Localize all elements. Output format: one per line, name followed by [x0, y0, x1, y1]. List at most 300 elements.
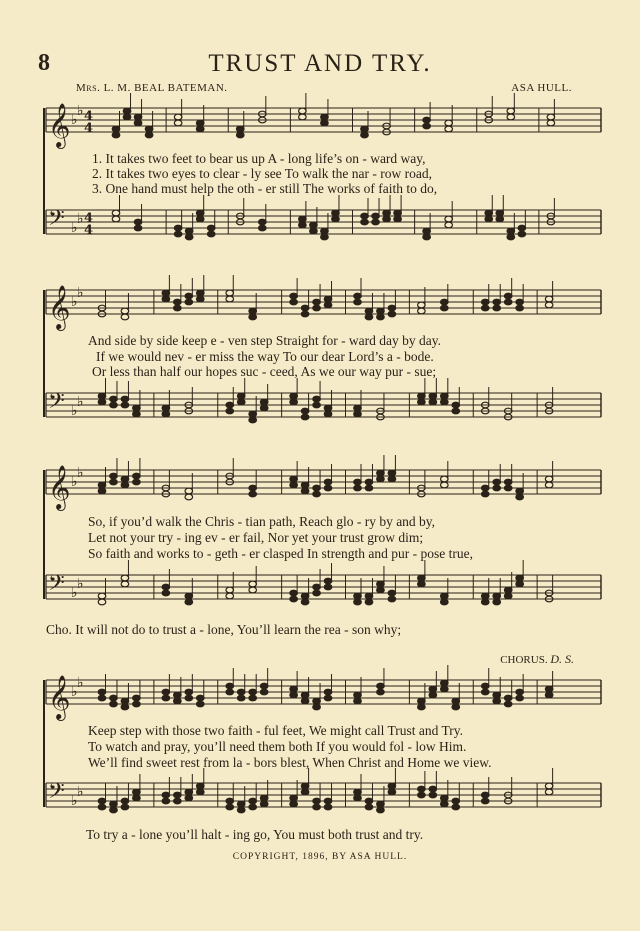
note-head [133, 473, 141, 479]
note-head [98, 593, 106, 599]
note-head [162, 695, 170, 701]
note-head [226, 290, 234, 296]
note-head [504, 293, 512, 299]
note-head [547, 114, 555, 120]
lyric-line: So faith and works to - geth - er clasped In strength and pur - pose true, [88, 546, 474, 561]
note-head [301, 414, 309, 420]
flat-icon: ♭ [71, 294, 78, 310]
note-head [504, 299, 512, 305]
note-head [98, 804, 106, 810]
note-head [121, 698, 129, 704]
note-head [98, 488, 106, 494]
note-head [98, 599, 106, 605]
note-head [249, 581, 257, 587]
bass-clef-icon: 𝄢 [48, 206, 65, 236]
note-head [493, 479, 501, 485]
note-head [423, 228, 431, 234]
note-head [493, 599, 501, 605]
note-head [185, 689, 193, 695]
note-head [354, 411, 362, 417]
note-head [185, 228, 193, 234]
note-head [185, 599, 193, 605]
note-head [112, 216, 120, 222]
note-head [301, 692, 309, 698]
note-head [133, 695, 141, 701]
note-head [162, 290, 170, 296]
note-head [377, 801, 385, 807]
note-head [310, 228, 318, 234]
note-head [249, 587, 257, 593]
note-head [313, 798, 321, 804]
note-head [290, 795, 298, 801]
time-signature-top: 4 [84, 109, 94, 124]
copyright-notice: COPYRIGHT, 1896, BY ASA HULL. [232, 852, 408, 862]
note-head [372, 219, 380, 225]
flat-icon: ♭ [71, 684, 78, 700]
note-head [496, 216, 504, 222]
note-head [332, 216, 340, 222]
page-number: 8 [38, 50, 50, 76]
note-head [133, 405, 141, 411]
flat-icon: ♭ [71, 474, 78, 490]
note-head [110, 695, 118, 701]
note-head [313, 485, 321, 491]
bass-clef-icon: 𝄢 [48, 389, 65, 419]
note-head [545, 783, 553, 789]
note-head [332, 210, 340, 216]
lyric-line: And side by side keep e - ven step Straight for - ward day by day. [88, 333, 442, 348]
note-head [174, 231, 182, 237]
note-head [481, 593, 489, 599]
note-head [429, 786, 437, 792]
note-head [121, 396, 129, 402]
note-head [377, 689, 385, 695]
note-head [110, 801, 118, 807]
flat-icon: ♭ [77, 576, 84, 592]
lyric-line: Let not your try - ing ev - er fail, Nor yet your trust grow dim; [88, 530, 424, 545]
note-head [290, 293, 298, 299]
note-head [481, 299, 489, 305]
note-head [313, 402, 321, 408]
note-head [516, 581, 524, 587]
note-head [162, 590, 170, 596]
note-head [185, 789, 193, 795]
chorus-marking [500, 652, 574, 667]
note-head [545, 476, 553, 482]
note-head [361, 219, 369, 225]
note-head [324, 296, 332, 302]
note-head [313, 590, 321, 596]
note-head [196, 210, 204, 216]
note-head [504, 479, 512, 485]
note-head [365, 485, 373, 491]
note-head [441, 599, 449, 605]
bass-clef-icon: 𝄢 [48, 779, 65, 809]
note-head [98, 482, 106, 488]
note-head [496, 210, 504, 216]
note-head [418, 792, 426, 798]
note-head [445, 216, 453, 222]
note-head [429, 692, 437, 698]
note-head [321, 120, 329, 126]
note-head [377, 314, 385, 320]
note-head [485, 210, 493, 216]
note-head [441, 299, 449, 305]
note-head [493, 698, 501, 704]
note-head [185, 299, 193, 305]
note-head [98, 798, 106, 804]
note-head [313, 698, 321, 704]
note-head [324, 411, 332, 417]
note-head [313, 584, 321, 590]
note-head [260, 795, 268, 801]
note-head [516, 695, 524, 701]
dal-segno-mark: D. S. [550, 652, 574, 666]
note-head [249, 485, 257, 491]
note-head [133, 411, 141, 417]
note-head [207, 231, 215, 237]
note-head [110, 479, 118, 485]
note-head [185, 488, 193, 494]
note-head [516, 299, 524, 305]
note-head [418, 698, 426, 704]
note-head [290, 596, 298, 602]
note-head [249, 798, 257, 804]
note-head [441, 795, 449, 801]
flat-icon: ♭ [77, 285, 84, 301]
note-head [134, 120, 142, 126]
note-head [388, 596, 396, 602]
note-head [418, 393, 426, 399]
note-head [226, 296, 234, 302]
note-head [324, 578, 332, 584]
note-head [441, 393, 449, 399]
note-head [481, 798, 489, 804]
note-head [313, 491, 321, 497]
flat-icon: ♭ [77, 103, 84, 119]
note-head [121, 308, 129, 314]
note-head [429, 393, 437, 399]
note-head [321, 228, 329, 234]
treble-clef-icon: 𝄞 [48, 285, 71, 329]
note-head [226, 798, 234, 804]
note-head [133, 701, 141, 707]
flat-icon: ♭ [77, 211, 84, 227]
note-head [377, 587, 385, 593]
note-head [121, 402, 129, 408]
note-head [507, 234, 515, 240]
note-head [237, 695, 245, 701]
note-head [547, 120, 555, 126]
note-head [504, 701, 512, 707]
note-head [260, 801, 268, 807]
note-head [388, 590, 396, 596]
note-head [365, 798, 373, 804]
note-head [290, 692, 298, 698]
note-head [98, 393, 106, 399]
note-head [98, 695, 106, 701]
note-head [185, 593, 193, 599]
note-head [354, 479, 362, 485]
note-head [361, 132, 369, 138]
note-head [299, 216, 307, 222]
note-head [112, 132, 120, 138]
note-head [441, 305, 449, 311]
note-head [324, 689, 332, 695]
note-head [481, 491, 489, 497]
note-head [361, 126, 369, 132]
note-head [110, 701, 118, 707]
note-head [133, 795, 141, 801]
note-head [545, 692, 553, 698]
note-head [452, 402, 460, 408]
note-head [504, 695, 512, 701]
note-head [123, 114, 131, 120]
note-head [236, 126, 244, 132]
flat-icon: ♭ [77, 394, 84, 410]
note-head [196, 783, 204, 789]
note-head [493, 485, 501, 491]
note-head [259, 225, 267, 231]
note-head [145, 126, 153, 132]
note-head [299, 222, 307, 228]
note-head [185, 234, 193, 240]
note-head [207, 225, 215, 231]
note-head [365, 593, 373, 599]
treble-clef-icon: 𝄞 [48, 675, 71, 719]
note-head [452, 804, 460, 810]
note-head [290, 801, 298, 807]
note-head [394, 210, 402, 216]
note-head [290, 393, 298, 399]
note-head [383, 216, 391, 222]
note-head [545, 789, 553, 795]
note-head [418, 581, 426, 587]
note-head [249, 491, 257, 497]
note-head [313, 305, 321, 311]
note-head [133, 789, 141, 795]
note-head [365, 804, 373, 810]
time-signature-bottom: 4 [84, 223, 94, 238]
note-head [290, 686, 298, 692]
note-head [196, 695, 204, 701]
note-head [121, 575, 129, 581]
note-head [418, 786, 426, 792]
note-head [260, 689, 268, 695]
note-head [377, 807, 385, 813]
note-head [429, 399, 437, 405]
note-head [301, 482, 309, 488]
note-head [388, 476, 396, 482]
note-head [249, 804, 257, 810]
note-head [481, 485, 489, 491]
note-head [174, 299, 182, 305]
note-head [237, 393, 245, 399]
note-head [545, 482, 553, 488]
note-head [493, 305, 501, 311]
note-head [418, 308, 426, 314]
note-head [133, 479, 141, 485]
note-head [377, 683, 385, 689]
note-head [249, 411, 257, 417]
note-head [134, 225, 142, 231]
note-head [110, 473, 118, 479]
note-head [507, 108, 515, 114]
flat-icon: ♭ [71, 112, 78, 128]
note-head [321, 114, 329, 120]
note-head [388, 311, 396, 317]
flat-icon: ♭ [71, 793, 78, 809]
note-head [445, 126, 453, 132]
note-head [485, 216, 493, 222]
note-head [354, 299, 362, 305]
note-head [301, 783, 309, 789]
flat-icon: ♭ [71, 585, 78, 601]
note-head [324, 405, 332, 411]
note-head [249, 689, 257, 695]
note-head [518, 231, 526, 237]
note-head [290, 399, 298, 405]
note-head [121, 804, 129, 810]
note-head [134, 114, 142, 120]
note-head [301, 408, 309, 414]
note-head [196, 126, 204, 132]
flat-icon: ♭ [71, 220, 78, 236]
note-head [196, 701, 204, 707]
lyric-line: If we would nev - er miss the way To our dear Lord’s a - bode. [96, 349, 434, 364]
note-head [110, 396, 118, 402]
note-head [123, 108, 131, 114]
note-head [324, 798, 332, 804]
note-head [313, 804, 321, 810]
note-head [516, 689, 524, 695]
lyric-line: 2. It takes two eyes to clear - ly see To walk the nar - row road, [92, 166, 432, 181]
note-head [354, 405, 362, 411]
note-head [441, 593, 449, 599]
note-head [249, 308, 257, 314]
note-head [226, 402, 234, 408]
note-head [418, 704, 426, 710]
note-head [174, 120, 182, 126]
note-head [354, 593, 362, 599]
note-head [429, 792, 437, 798]
note-head [226, 587, 234, 593]
note-head [185, 695, 193, 701]
note-head [354, 789, 362, 795]
note-head [423, 123, 431, 129]
note-head [452, 704, 460, 710]
note-head [324, 695, 332, 701]
note-head [324, 479, 332, 485]
note-head [445, 120, 453, 126]
note-head [290, 482, 298, 488]
note-head [365, 308, 373, 314]
lyric-line: 3. One hand must help the oth - er still The works of faith to do, [92, 181, 438, 196]
note-head [493, 299, 501, 305]
note-head [226, 408, 234, 414]
note-head [481, 683, 489, 689]
note-head [196, 296, 204, 302]
bass-clef-icon: 𝄢 [48, 571, 65, 601]
note-head [98, 399, 106, 405]
note-head [249, 417, 257, 423]
note-head [324, 584, 332, 590]
note-head [313, 704, 321, 710]
note-head [324, 302, 332, 308]
note-head [313, 299, 321, 305]
note-head [493, 593, 501, 599]
note-head [445, 222, 453, 228]
note-head [174, 692, 182, 698]
note-head [441, 686, 449, 692]
note-head [441, 476, 449, 482]
note-head [237, 807, 245, 813]
lyric-line: To watch and pray, you’ll need them both If you would fol - low Him. [88, 739, 467, 754]
note-head [354, 698, 362, 704]
note-head [249, 695, 257, 701]
note-head [121, 581, 129, 587]
note-head [185, 494, 193, 500]
note-head [504, 587, 512, 593]
note-head [226, 689, 234, 695]
note-head [313, 396, 321, 402]
note-head [299, 114, 307, 120]
note-head [226, 804, 234, 810]
chorus-label: CHORUS. [500, 654, 548, 666]
note-head [237, 801, 245, 807]
note-head [301, 305, 309, 311]
note-head [301, 488, 309, 494]
note-head [134, 219, 142, 225]
note-head [361, 213, 369, 219]
note-head [507, 114, 515, 120]
note-head [545, 302, 553, 308]
note-head [162, 584, 170, 590]
note-head [516, 494, 524, 500]
note-head [321, 234, 329, 240]
note-head [174, 798, 182, 804]
note-head [260, 683, 268, 689]
flat-icon: ♭ [71, 403, 78, 419]
note-head [196, 290, 204, 296]
note-head [377, 581, 385, 587]
note-head [372, 213, 380, 219]
note-head [354, 692, 362, 698]
note-head [145, 132, 153, 138]
note-head [196, 789, 204, 795]
note-head [452, 408, 460, 414]
note-head [545, 686, 553, 692]
note-head [516, 305, 524, 311]
note-head [423, 117, 431, 123]
note-head [423, 234, 431, 240]
note-head [452, 698, 460, 704]
note-head [354, 599, 362, 605]
note-head [290, 299, 298, 305]
lyric-line: Or less than half our hopes suc - ceed, As we our way pur - sue; [92, 364, 437, 379]
time-signature-bottom: 4 [84, 121, 94, 136]
note-head [162, 798, 170, 804]
note-head [324, 804, 332, 810]
note-head [110, 807, 118, 813]
note-head [110, 402, 118, 408]
note-head [301, 311, 309, 317]
note-head [481, 792, 489, 798]
note-head [237, 689, 245, 695]
note-head [174, 305, 182, 311]
note-head [301, 593, 309, 599]
note-head [481, 689, 489, 695]
